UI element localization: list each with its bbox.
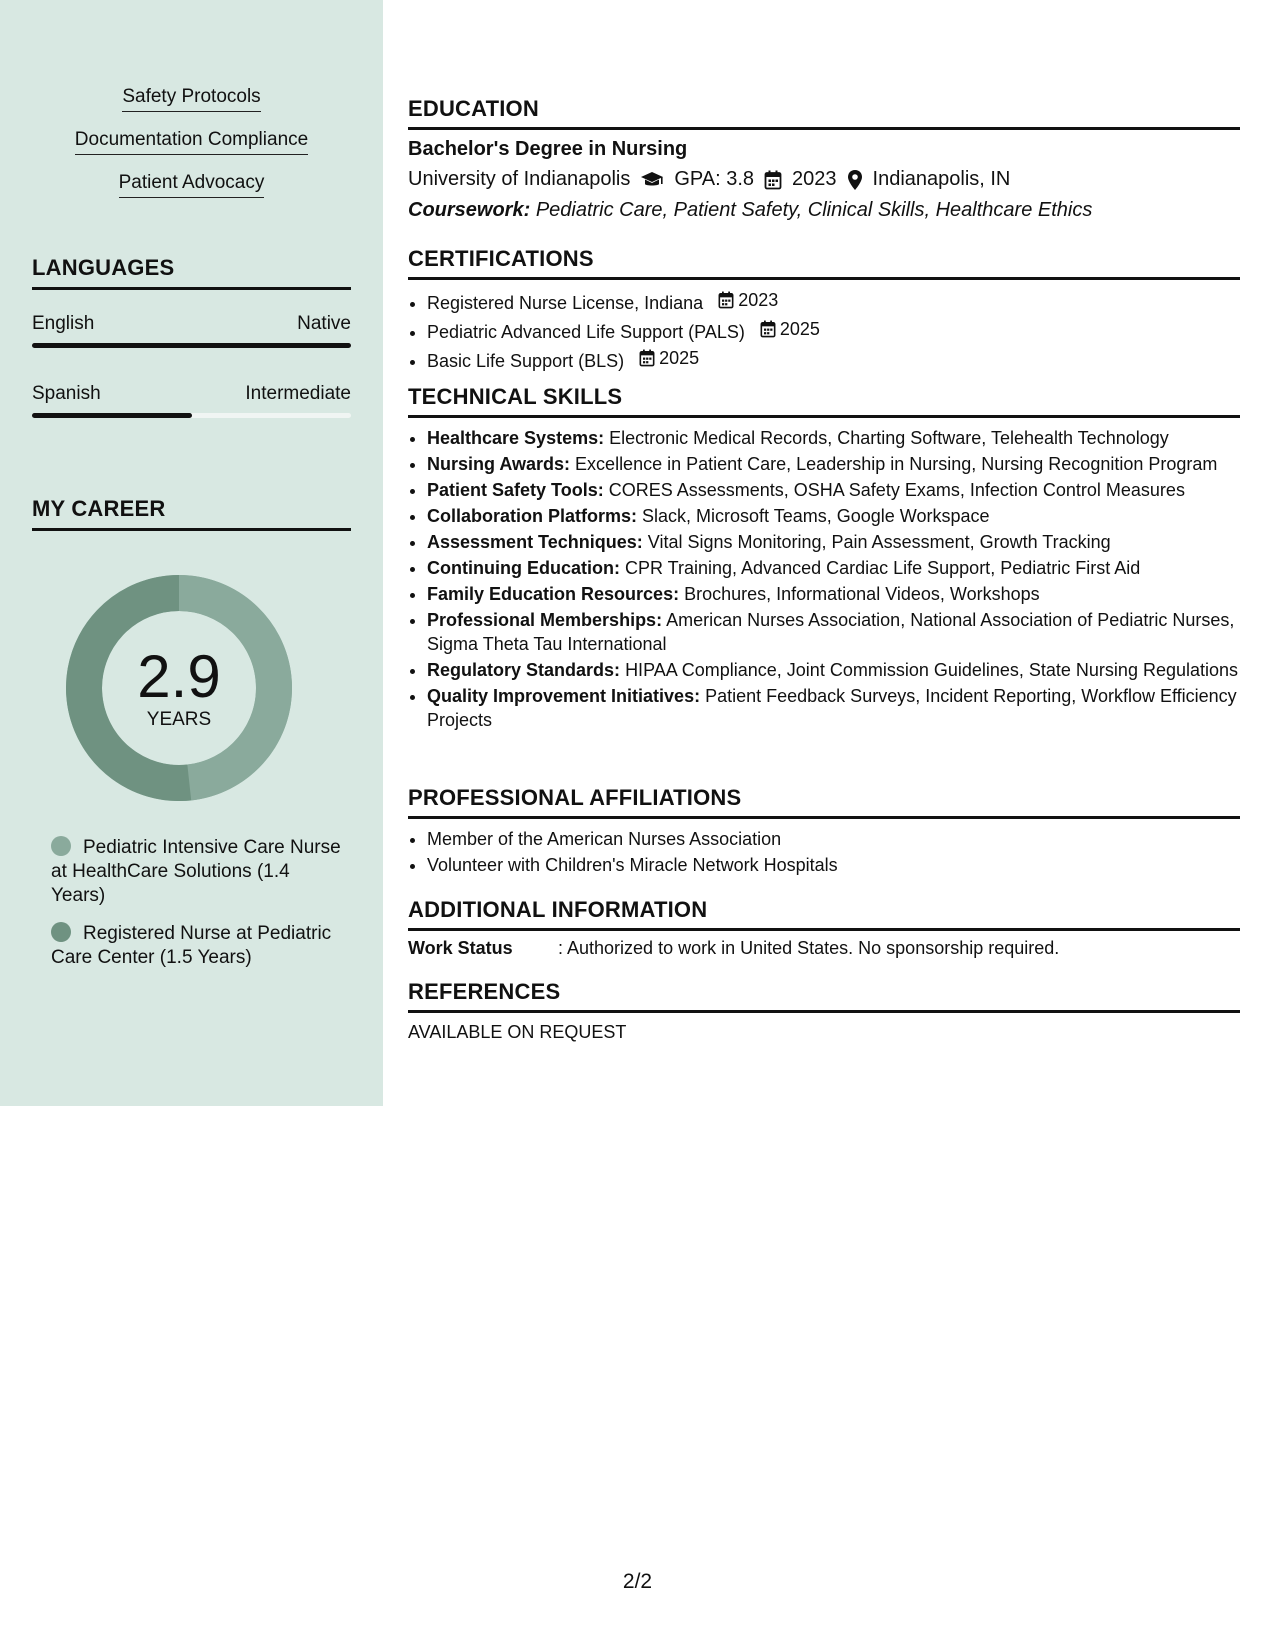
skill-detail: CPR Training, Advanced Cardiac Life Support, Pediatric First Aid [624,558,1141,578]
career-heading: MY CAREER [32,496,351,531]
affiliations-list [408,827,1240,879]
list-item [427,346,1240,373]
certifications-list [408,288,1240,375]
references-text: AVAILABLE ON REQUEST [408,1022,627,1042]
skill-detail: Brochures, Informational Videos, Workshops [684,584,1040,604]
skill-category: Assessment Techniques: [427,532,643,552]
list-item [427,608,1240,656]
skill-item: Safety Protocols [122,86,260,112]
school-name: University of Indianapolis [408,168,631,190]
certifications-heading: CERTIFICATIONS [408,246,1240,280]
list-item [427,684,1240,732]
school-location: Indianapolis, IN [872,168,1011,190]
language-name: English [32,313,95,334]
skill-category: Professional Memberships: [427,610,663,630]
skill-category: Nursing Awards: [427,454,571,474]
list-item: • Volunteer with Children's Miracle Network Hospitals [427,853,1240,877]
list-item [427,317,1240,344]
list-item [427,426,1240,450]
education-heading: EDUCATION [408,96,1240,130]
skills-list [32,86,351,215]
coursework-text: Pediatric Care, Patient Safety, Clinical Skills, Healthcare Ethics [535,199,1093,221]
skill-detail: CORES Assessments, OSHA Safety Exams, Infection Control Measures [608,480,1185,500]
skill-detail: HIPAA Compliance, Joint Commission Guidelines, State Nursing Regulations [625,660,1239,680]
education-details [408,168,1010,191]
language-name: Spanish [32,383,101,404]
list-item [427,504,1240,528]
language-spanish [32,382,351,418]
skill-category: Patient Safety Tools: [427,480,604,500]
technical-skills-heading: TECHNICAL SKILLS [408,384,1240,418]
degree-title: Bachelor's Degree in Nursing [408,138,688,160]
career-item-label: Registered Nurse at Pediatric Care Center (1.5 Years) [51,923,332,968]
list-item [427,288,1240,315]
list-item [427,582,1240,606]
language-bar [32,413,351,418]
language-bar [32,343,351,348]
career-dot [51,836,71,856]
location-pin-icon [847,169,863,191]
page-number: 2/2 [622,1570,653,1593]
affiliations-heading: PROFESSIONAL AFFILIATIONS [408,785,1240,819]
career-dot [51,922,71,942]
skill-detail: Vital Signs Monitoring, Pain Assessment, Growth Tracking [647,532,1111,552]
sidebar [0,0,383,1106]
certification-year: 2023 [738,290,779,310]
graduation-cap-icon [640,170,664,190]
career-item [51,836,341,908]
coursework-label: Coursework: [408,199,531,221]
skill-item: Documentation Compliance [75,129,308,155]
skill-category: Family Education Resources: [427,584,680,604]
skill-detail: Electronic Medical Records, Charting Software, Telehealth Technology [609,428,1169,448]
list-item [427,530,1240,554]
skill-detail: Patient Feedback Surveys, Incident Reporting, Workflow Efficiency Projects [427,686,1237,730]
skill-detail: American Nurses Association, National Association of Pediatric Nurses, Sigma Theta Tau International [427,610,1235,654]
language-level: Native [297,313,351,334]
skill-category: Collaboration Platforms: [427,506,638,526]
certification-name: Registered Nurse License, Indiana [427,293,704,313]
skill-detail: Slack, Microsoft Teams, Google Workspace [642,506,990,526]
skill-category: Healthcare Systems: [427,428,605,448]
skill-category: Regulatory Standards: [427,660,621,680]
certification-name: Basic Life Support (BLS) [427,351,625,371]
career-item [51,922,341,970]
language-level: Intermediate [245,383,351,404]
coursework [408,199,1092,222]
skill-item: Patient Advocacy [119,172,265,198]
language-english [32,312,351,348]
career-item-label: Pediatric Intensive Care Nurse at HealthCare Solutions (1.4 Years) [51,837,341,906]
list-item: • Member of the American Nurses Association [427,827,1240,851]
list-item [427,478,1240,502]
list-item [427,556,1240,580]
work-status-label: Work Status [408,938,513,958]
language-bar-fill [32,413,192,418]
calendar-icon [639,349,655,367]
additional-info-heading: ADDITIONAL INFORMATION [408,897,1240,931]
career-total-value: 2.9 [137,643,221,710]
list-item [427,452,1240,476]
certification-year: 2025 [779,319,820,339]
graduation-year: 2023 [792,168,837,190]
work-status [408,938,1240,959]
references-heading: REFERENCES [408,979,1240,1013]
calendar-icon [760,320,776,338]
certification-name: Pediatric Advanced Life Support (PALS) [427,322,745,342]
career-total-unit: YEARS [146,709,212,730]
calendar-icon [764,170,782,190]
skill-category: Quality Improvement Initiatives: [427,686,701,706]
certification-year: 2025 [659,348,700,368]
technical-skills-list [408,426,1240,734]
skill-category: Continuing Education: [427,558,620,578]
list-item [427,658,1240,682]
work-status-value: : Authorized to work in United States. No sponsorship required. [558,938,1060,958]
calendar-icon [718,291,734,309]
language-bar-fill [32,343,351,348]
gpa: GPA: 3.8 [674,168,755,190]
skill-detail: Excellence in Patient Care, Leadership in Nursing, Nursing Recognition Program [575,454,1218,474]
languages-heading: LANGUAGES [32,255,351,290]
